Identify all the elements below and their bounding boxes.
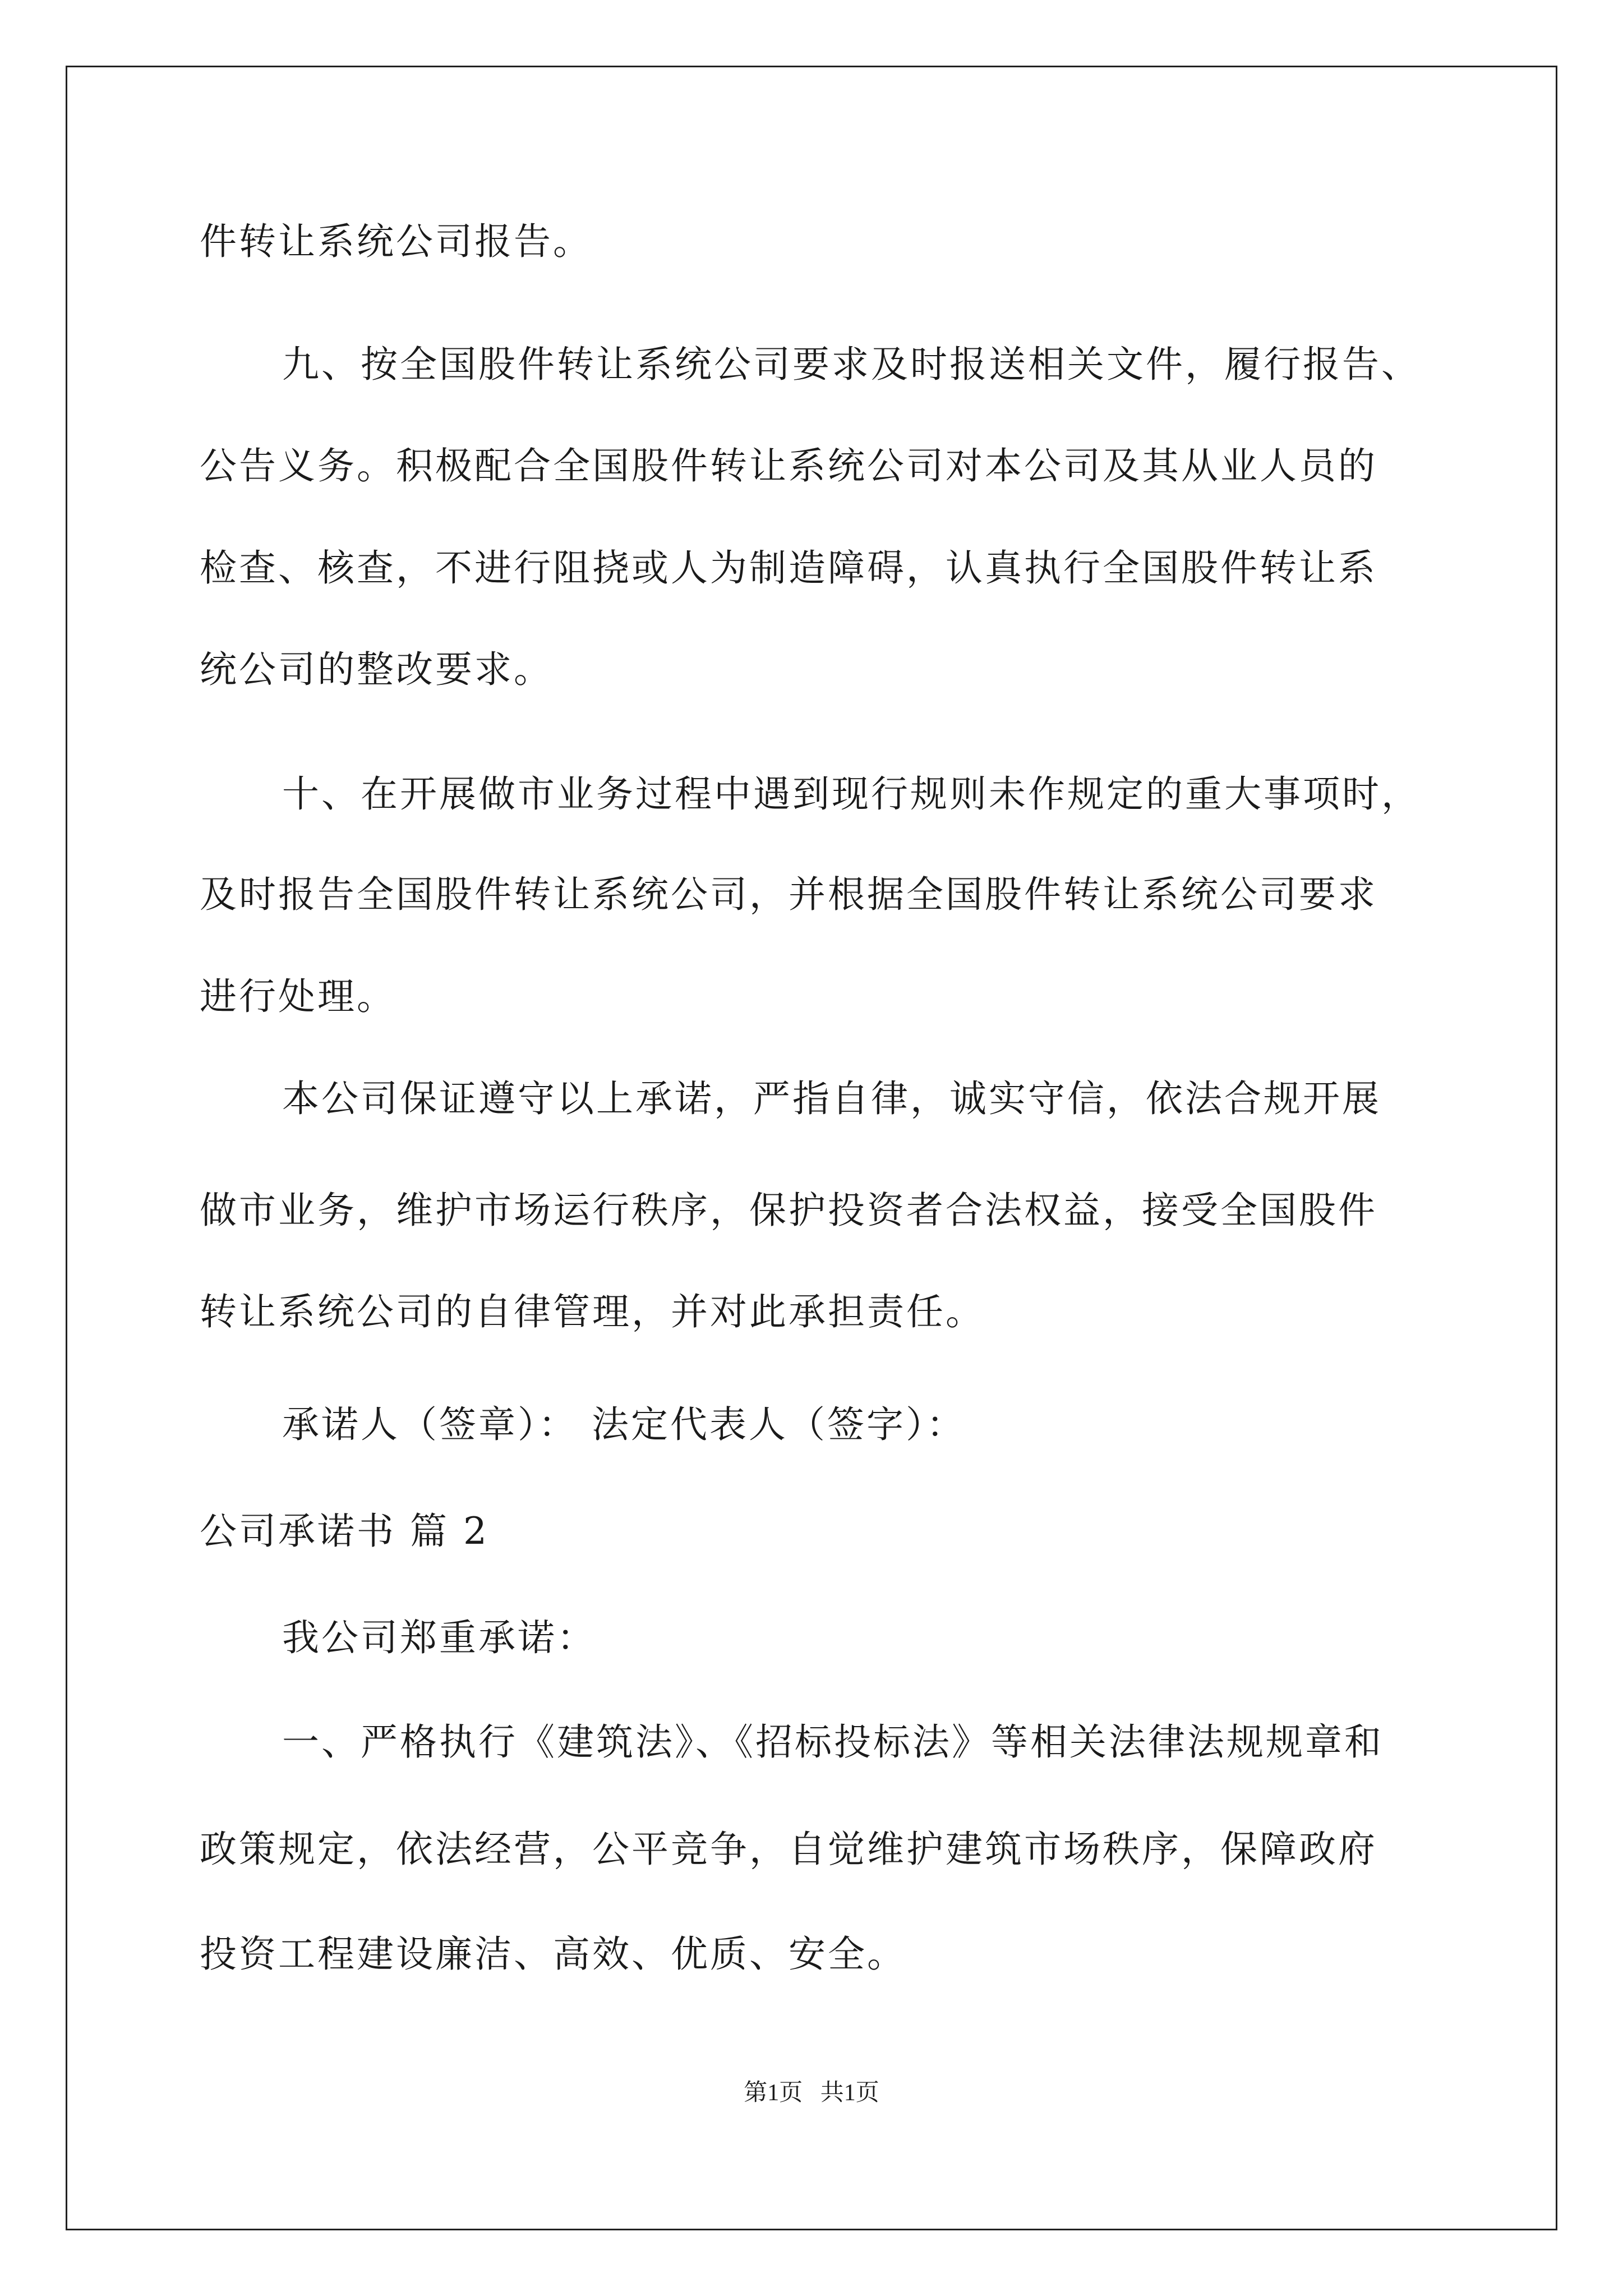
paragraph-line: 做市业务，维护市场运行秩序，保护投资者合法权益，接受全国股件 — [200, 1189, 1377, 1232]
paragraph-line: 政策规定，依法经营，公平竞争，自觉维护建筑市场秩序，保障政府 — [200, 1828, 1377, 1871]
paragraph-line: 件转让系统公司报告。 — [200, 220, 592, 263]
paragraph-line: 转让系统公司的自律管理，并对此承担责任。 — [200, 1290, 985, 1333]
page-border — [66, 66, 1557, 2230]
paragraph-line: 公告义务。积极配合全国股件转让系统公司对本公司及其从业人员的 — [200, 444, 1377, 487]
paragraph-line: 投资工程建设廉洁、高效、优质、安全。 — [200, 1932, 906, 1976]
paragraph-line: 一、严格执行《建筑法》、《招标投标法》等相关法律法规规章和 — [282, 1720, 1384, 1764]
paragraph-line: 统公司的整改要求。 — [200, 648, 553, 691]
paragraph-line: 及时报告全国股件转让系统公司，并根据全国股件转让系统公司要求 — [200, 873, 1377, 916]
paragraph-line: 九、按全国股件转让系统公司要求及时报送相关文件，履行报告、 — [282, 343, 1421, 386]
section-heading: 公司承诺书 篇 2 — [200, 1510, 489, 1553]
paragraph-line: 十、在开展做市业务过程中遇到现行规则未作规定的重大事项时， — [282, 772, 1421, 816]
paragraph-line: 我公司郑重承诺： — [282, 1616, 596, 1659]
paragraph-line: 进行处理。 — [200, 975, 396, 1018]
signature-line: 承诺人（签章）： 法定代表人（签字）： — [282, 1403, 966, 1446]
page-footer: 第1页 共1页 — [744, 2080, 879, 2106]
paragraph-line: 本公司保证遵守以上承诺，严指自律，诚实守信，依法合规开展 — [282, 1077, 1381, 1120]
paragraph-line: 检查、核查，不进行阻挠或人为制造障碍，认真执行全国股件转让系 — [200, 546, 1377, 590]
